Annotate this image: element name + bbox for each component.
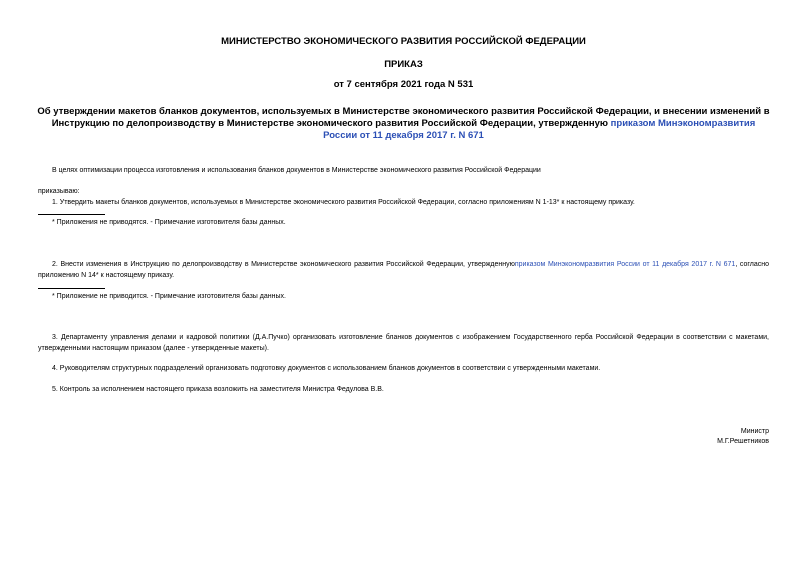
item-2 <box>38 260 769 281</box>
item-5: 5. Контроль за исполнением настоящего приказа возложить на заместителя Министра Федулова В.В. <box>52 386 384 393</box>
item-2-order-link[interactable]: приказом Минэкономразвития России от 11 декабря 2017 г. N 671 <box>514 261 736 268</box>
signature-name: М.Г.Решетников <box>717 438 769 445</box>
item-2-text-after: , согласно приложению N 14* к настоящему приказу. <box>38 261 770 279</box>
item-2-text-before: 2. Внести изменения в Инструкцию по делопроизводству в Министерстве экономического развития Российской Федерации, утвержденную <box>52 261 515 268</box>
order-word: приказываю: <box>38 188 80 195</box>
document-type: ПРИКАЗ <box>384 59 423 70</box>
footnote-separator-2 <box>38 288 105 289</box>
footnote-1: * Приложения не приводятся. - Примечание изготовителя базы данных. <box>52 219 286 226</box>
footnote-separator-1 <box>38 214 105 215</box>
preamble-text: В целях оптимизации процесса изготовления и использования бланков документов в Министерстве экономического развития Российской Федерации <box>52 167 541 174</box>
document-title-text: Об утверждении макетов бланков документов, используемых в Министерстве экономического развития Российской Федерации, и внесении изменений в Инструкцию по делопроизводству в Министерстве экономического развития Российской Федерации, утвержденную <box>37 106 770 129</box>
footnote-2: * Приложение не приводится. - Примечание изготовителя базы данных. <box>52 293 286 300</box>
signature-position: Министр <box>740 428 769 435</box>
ministry-heading: МИНИСТЕРСТВО ЭКОНОМИЧЕСКОГО РАЗВИТИЯ РОССИЙСКОЙ ФЕДЕРАЦИИ <box>221 36 586 47</box>
item-4: 4. Руководителям структурных подразделений организовать подготовку документов с использованием бланков документов в соответствии с утвержденными макетами. <box>52 365 601 372</box>
document-date-number: от 7 сентября 2021 года N 531 <box>333 79 474 90</box>
title-order-link[interactable]: приказом Минэкономразвития России от 11 декабря 2017 г. N 671 <box>323 118 756 141</box>
item-1: 1. Утвердить макеты бланков документов, используемых в Министерстве экономического развития Российской Федерации, согласно приложениям N 1-13* к настоящему приказу. <box>52 199 635 206</box>
document-title <box>36 106 771 142</box>
item-3: 3. Департаменту управления делами и кадровой политики (Д.А.Пучко) организовать изготовление бланков документов с изображением Государственного герба Российской Федерации в соответствии с макетами, утвержденными настоящим приказом (далее - утвержденные макеты). <box>38 334 769 352</box>
